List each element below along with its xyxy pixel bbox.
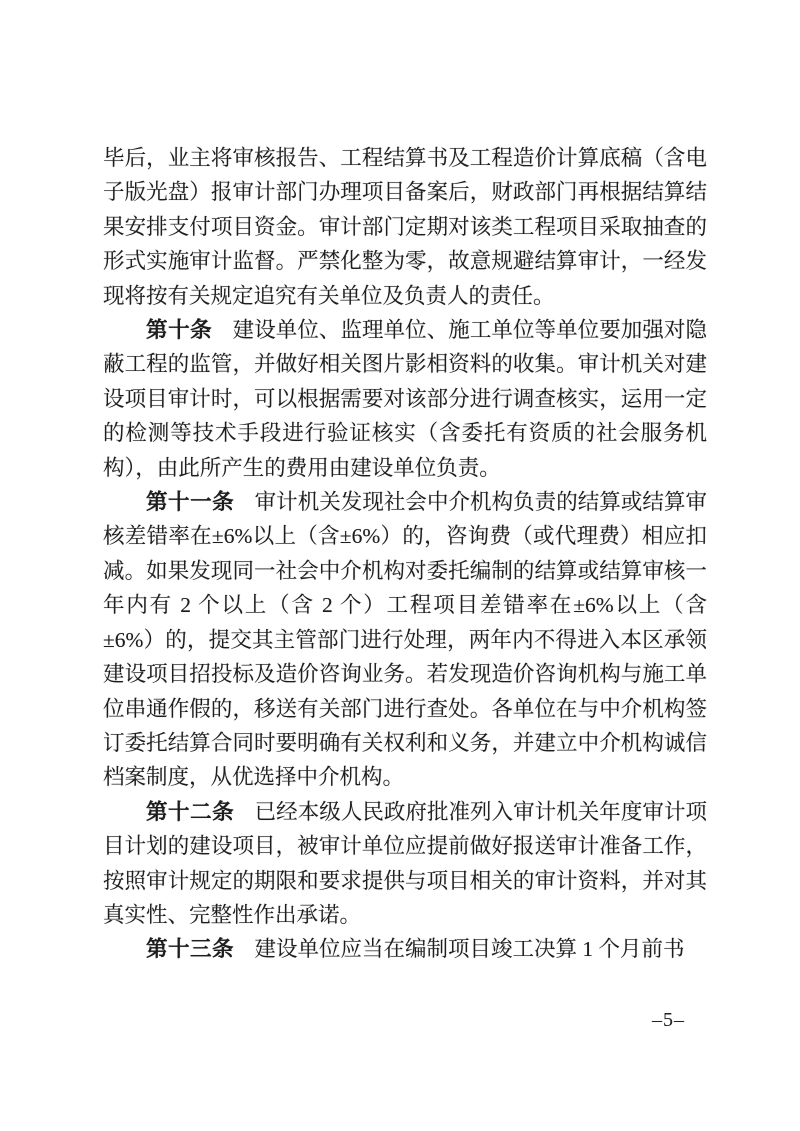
- article-heading: 第十二条: [146, 799, 235, 824]
- document-text-block: [103, 141, 707, 967]
- page-number: –5–: [652, 1009, 685, 1031]
- paragraph-article-10: [103, 313, 707, 485]
- article-heading: 第十三条: [146, 937, 235, 962]
- paragraph-text: 毕后，业主将审核报告、工程结算书及工程造价计算底稿（含电子版光盘）报审计部门办理项目备案后，财政部门再根据结算结果安排支付项目资金。审计部门定期对该类工程项目采取抽查的形式实施审计监督。严禁化整为零，故意规避结算审计，一经发现将按有关规定追究有关单位及负责人的责任。: [103, 146, 707, 308]
- paragraph-text: 建设单位、监理单位、施工单位等单位要加强对隐蔽工程的监管，并做好相关图片影相资料的收集。审计机关对建设项目审计时，可以根据需要对该部分进行调查核实，运用一定的检测等技术手段进行验证核实（含委托有资质的社会服务机构），由此所产生的费用由建设单位负责。: [103, 318, 707, 480]
- paragraph-text: 建设单位应当在编制项目竣工决算 1 个月前书: [254, 937, 685, 962]
- paragraph-continuation: [103, 141, 707, 313]
- article-heading: 第十条: [146, 318, 213, 343]
- paragraph-text: 审计机关发现社会中介机构负责的结算或结算审核差错率在±6%以上（含±6%）的，咨询费（或代理费）相应扣减。如果发现同一社会中介机构对委托编制的结算或结算审核一年内有 2 个以上（含 2 个）工程项目差错率在±6%以上（含±6%）的，提交其主管部门进行处理，两年内不得进入本区承领建设项目招投标及造价咨询业务。若发现造价咨询机构与施工单位串通作假的，移送有关部门进行查处。各单位在与中介机构签订委托结算合同时要明确有关权利和义务，并建立中介机构诚信档案制度，从优选择中介机构。: [103, 490, 707, 790]
- paragraph-text: 已经本级人民政府批准列入审计机关年度审计项目计划的建设项目，被审计单位应提前做好报送审计准备工作，按照审计规定的期限和要求提供与项目相关的审计资料，并对其真实性、完整性作出承诺。: [103, 799, 707, 927]
- paragraph-article-13: [103, 932, 707, 966]
- paragraph-article-11: [103, 485, 707, 795]
- paragraph-article-12: [103, 795, 707, 933]
- article-heading: 第十一条: [146, 490, 235, 515]
